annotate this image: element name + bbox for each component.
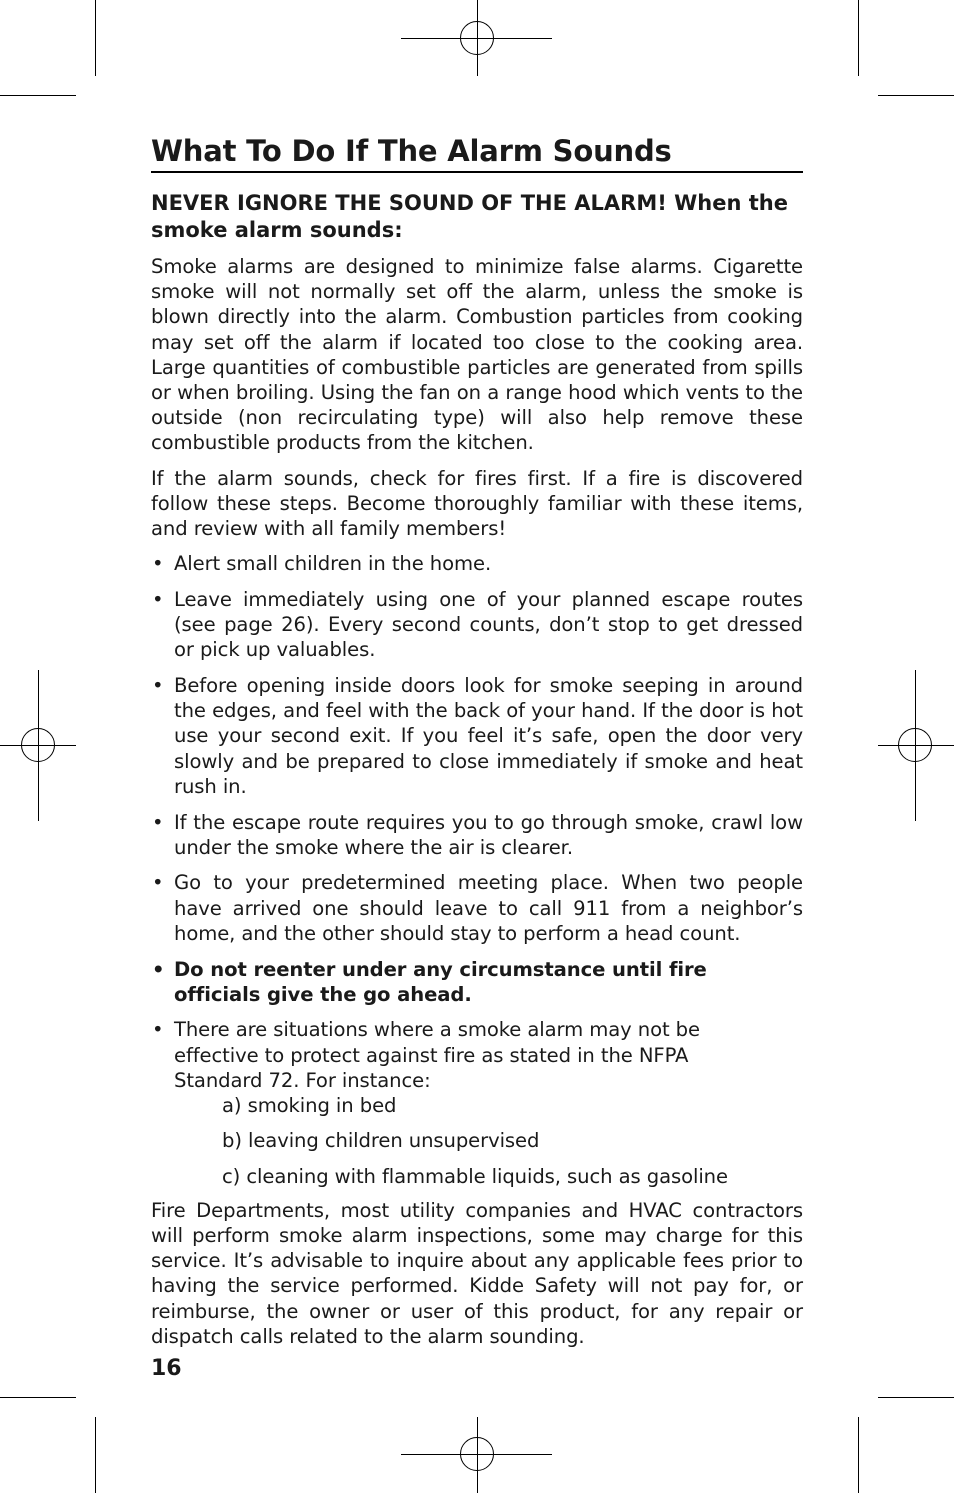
list-item: • If the escape route requires you to go through smoke, crawl low under the smoke where the air is clearer. [152,810,803,859]
registration-mark [460,1437,494,1471]
list-item: • Go to your predetermined meeting place. When two people have arrived one should leave to call 911 from a neighbor’s home, and the other should stay to perform a head count. [152,871,803,945]
crop-mark [95,0,96,76]
registration-mark [898,728,932,762]
crop-mark [858,0,859,76]
intro-paragraph: Smoke alarms are designed to minimize false alarms. Cigarette smoke will not normally set off the alarm, unless the smoke is blown directly into the alarm. Combustion particles from cooking may set off the alarm if located too close to the cooking area. Large quantities of combustible particles are generated from spills or when broiling. Using the fan on a range hood which vents to the outside (non recirculating type) will also help remove these combustible products from the kitchen. [151,255,803,455]
page-title: What To Do If The Alarm Sounds [151,132,803,173]
crop-mark [878,1397,954,1398]
page-number: 16 [151,1356,182,1381]
registration-mark [460,21,494,55]
list-item: • There are situations where a smoke alarm may not be effective to protect against fire as stated in the NFPA Standard 72. For instance: a) smoking in bed b) leaving children unsupervised c) cleaning with flammable liquids, such as gasoline [151,1017,734,1188]
bullet-icon: • [152,674,164,698]
bullet-icon: • [152,957,165,981]
crop-mark [95,1417,96,1493]
sub-item: c) cleaning with flammable liquids, such as gasoline [222,1164,728,1188]
section-subheading: NEVER IGNORE THE SOUND OF THE ALARM! When the smoke alarm sounds: [151,191,788,242]
closing-paragraph: Fire Departments, most utility companies and HVAC contractors will perform smoke alarm inspections, some may charge for this service. It’s advisable to inquire about any applicable fees prior to having the service performed. Kidde Safety will not pay for, or reimburse, the owner or user of this product, for any repair or dispatch calls related to the alarm sounding. [151,1198,803,1348]
list-item: • Leave immediately using one of your planned escape routes (see page 26). Every second counts, don’t stop to get dressed or pick up valuables. [152,587,803,662]
bullet-icon: • [152,587,164,611]
crop-mark [878,95,954,96]
page-content [151,132,803,1349]
list-item: • Alert small children in the home. [152,552,492,576]
steps-list [151,551,803,1188]
sub-item: a) smoking in bed [222,1094,397,1118]
crop-mark [858,1417,859,1493]
instructions-paragraph: If the alarm sounds, check for fires first. If a fire is discovered follow these steps. Become thoroughly familiar with these items, and review with all family members! [151,466,803,541]
list-item: • Before opening inside doors look for smoke seeping in around the edges, and feel with the back of your hand. If the door is hot use your second exit. If you feel it’s safe, open the door very slowly and be prepared to close immediately if smoke and heat rush in. [152,674,803,798]
bullet-icon: • [152,1018,164,1042]
registration-mark [21,728,55,762]
bullet-icon: • [152,552,164,576]
crop-mark [0,1397,76,1398]
list-item-warning: • Do not reenter under any circumstance until fire officials give the go ahead. [152,957,707,1006]
bullet-icon: • [152,810,164,834]
bullet-icon: • [152,871,164,895]
sub-item: b) leaving children unsupervised [222,1129,540,1153]
crop-mark [0,95,76,96]
